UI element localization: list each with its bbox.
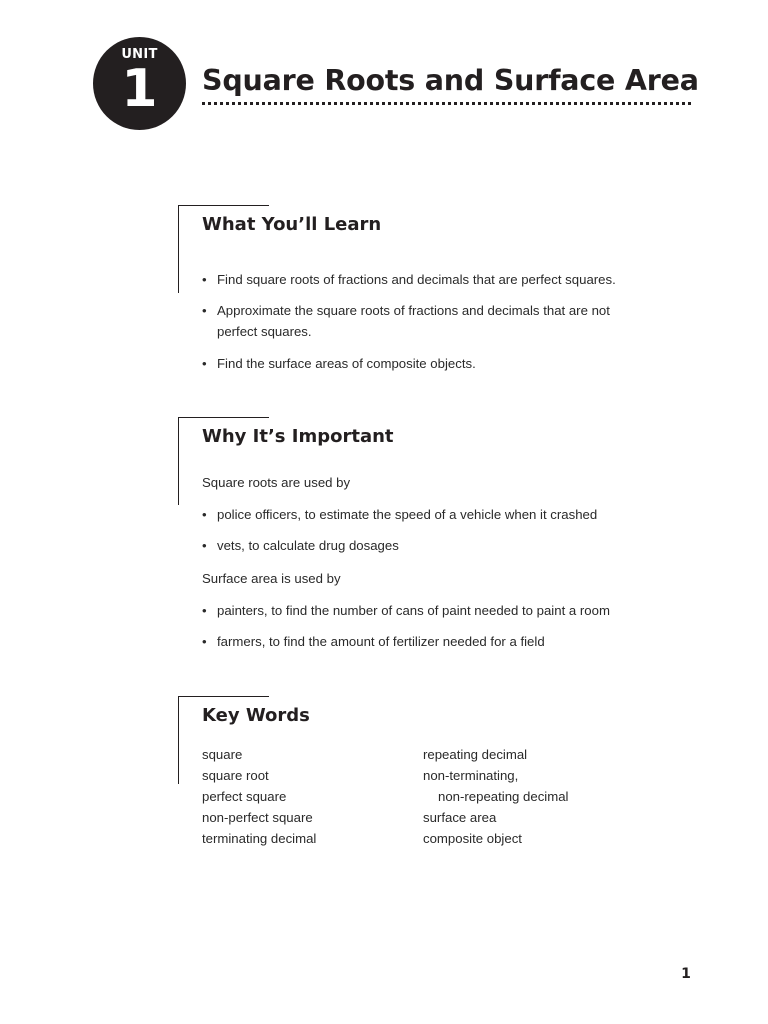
section-heading: Key Words <box>202 705 310 726</box>
list-item-text: Find the surface areas of composite objects. <box>217 356 476 371</box>
unit-badge <box>93 37 186 130</box>
page-number: 1 <box>681 966 691 982</box>
key-word: terminating decimal <box>202 831 317 846</box>
intro-text: Surface area is used by <box>202 571 341 586</box>
key-word: square root <box>202 768 269 783</box>
key-word: perfect square <box>202 789 287 804</box>
bullet-icon: • <box>202 538 207 553</box>
section-heading: What You’ll Learn <box>202 214 382 235</box>
key-word: surface area <box>423 810 497 825</box>
key-word: square <box>202 747 243 762</box>
list-item-text: police officers, to estimate the speed of a vehicle when it crashed <box>217 507 598 522</box>
key-word: non-perfect square <box>202 810 313 825</box>
section-heading: Why It’s Important <box>202 426 394 447</box>
intro-text: Square roots are used by <box>202 475 351 490</box>
bullet-icon: • <box>202 507 207 522</box>
unit-number: 1 <box>121 59 158 119</box>
key-word-continued: non-repeating decimal <box>438 789 569 804</box>
section-bracket-left <box>178 696 179 784</box>
section-bracket-top <box>178 696 269 697</box>
section-bracket-left <box>178 205 179 293</box>
key-words-column-right <box>423 744 569 849</box>
list-item-text-continued: perfect squares. <box>217 324 312 339</box>
list-item-text: Approximate the square roots of fractions and decimals that are not <box>217 303 610 318</box>
key-word: repeating decimal <box>423 747 528 762</box>
title-dotted-rule <box>202 102 691 105</box>
bullet-icon: • <box>202 356 207 371</box>
key-word: composite object <box>423 831 522 846</box>
bullet-icon: • <box>202 272 207 287</box>
list-item-text: Find square roots of fractions and decimals that are perfect squares. <box>217 272 616 287</box>
bullet-icon: • <box>202 603 207 618</box>
bullet-icon: • <box>202 634 207 649</box>
key-word: non-terminating, <box>423 768 519 783</box>
section-bracket-left <box>178 417 179 505</box>
section-why-its-important <box>178 417 658 677</box>
section-what-youll-learn <box>178 205 658 405</box>
section-bracket-top <box>178 205 269 206</box>
list-item-text: painters, to find the number of cans of paint needed to paint a room <box>217 603 610 618</box>
list-item-text: vets, to calculate drug dosages <box>217 538 399 553</box>
page-title: Square Roots and Surface Area <box>202 64 699 97</box>
section-bracket-top <box>178 417 269 418</box>
list-item-text: farmers, to find the amount of fertilizer needed for a field <box>217 634 545 649</box>
unit-label: UNIT <box>121 47 158 62</box>
section-key-words <box>178 696 658 866</box>
key-words-column-left <box>202 744 316 849</box>
bullet-icon: • <box>202 303 207 318</box>
